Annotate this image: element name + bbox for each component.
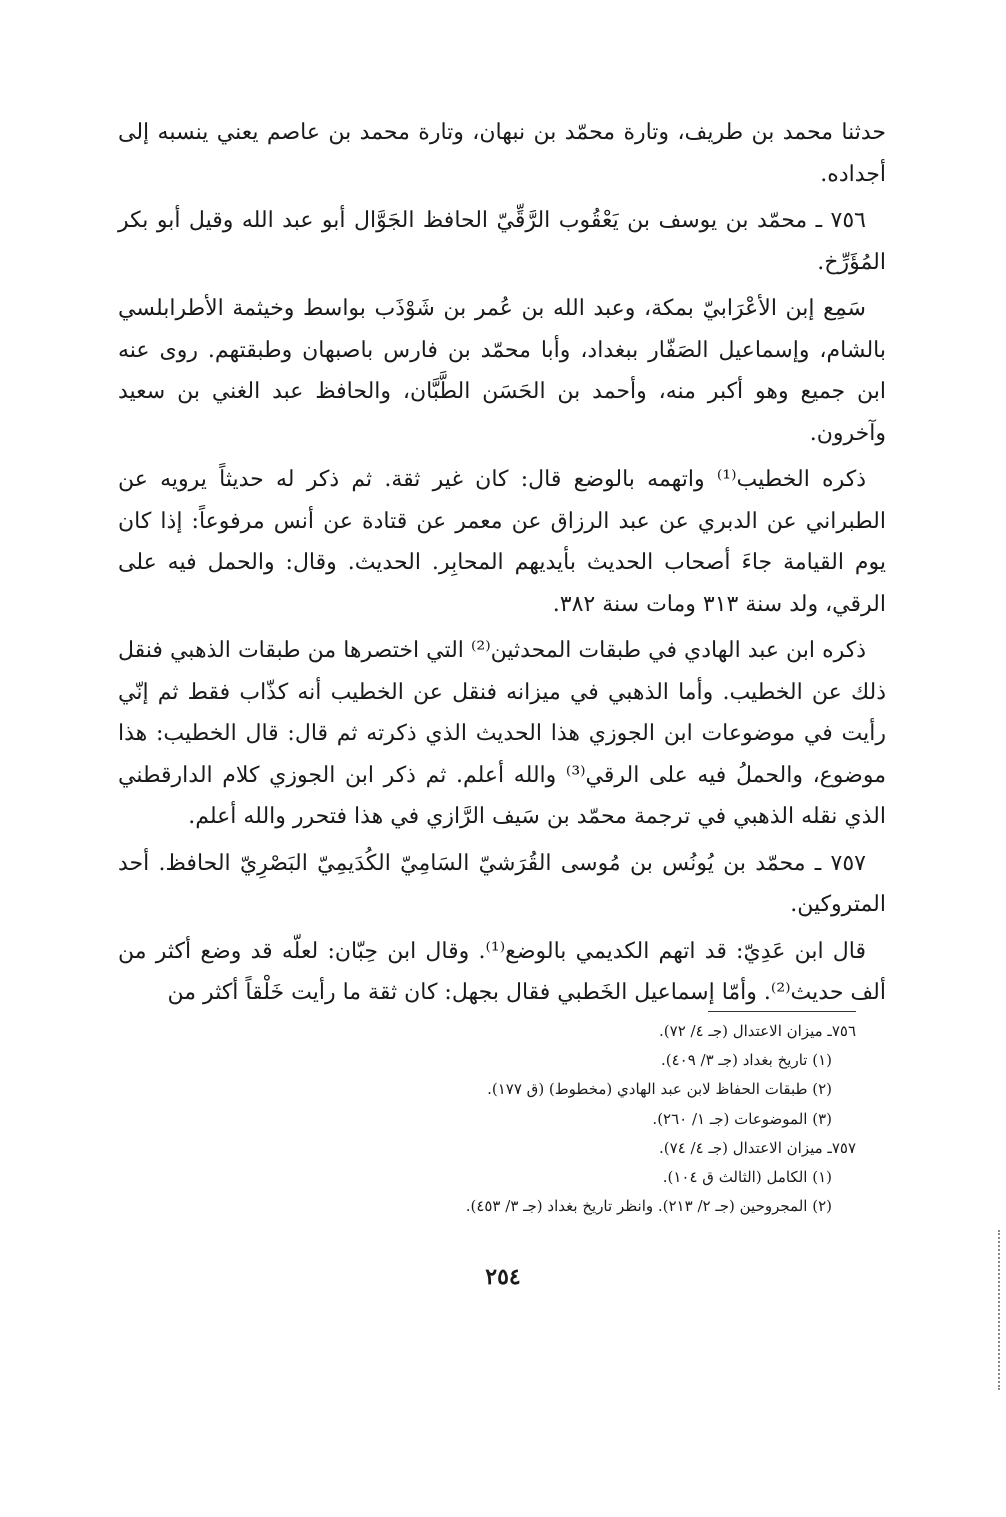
footnote-756-1: (١) تاريخ بغداد (جـ ٣/ ٤٠٩). [660,1051,832,1070]
entry-756-khatib: ذكره الخطيب⁽¹⁾ واتهمه بالوضع قال: كان غير ثقة. ثم ذكر له حديثاً يرويه عن الطبراني عن الدبري عن عبد الرزاق عن معمر عن قتادة عن أنس مرفوعاً: إذا كان يوم القيامة جاءَ أصحاب الحديث بأيديهم المحابِر. الحديث. وقال: والحمل فيه على الرقي، ولد سنة ٣١٣ ومات سنة ٣٨٢. [118,467,886,617]
footnote-757-1: (١) الكامل (الثالث ق ١٠٤). [662,1168,832,1187]
footnote-756-3: (٣) الموضوعات (جـ ١/ ٢٦٠). [652,1109,832,1128]
footnote-entry-756: ٧٥٦ـ ميزان الاعتدال (جـ ٤/ ٧٢). [659,1022,856,1040]
entry-757-ibn-adi: قال ابن عَدِيّ: قد اتهم الكديمي بالوضع⁽¹⁾. وقال ابن حِبّان: لعلّه قد وضع أكثر من ألف حديث⁽²⁾. وأمّا إسماعيل الخَطبي فقال بجهل: كان ثقة ما رأيت خَلْقاً أكثر من [118,938,886,1005]
footnote-757-2: (٢) المجروحين (جـ ٢/ ٢١٣). وانظر تاريخ بغداد (جـ ٣/ ٤٥٣). [465,1197,832,1216]
paragraph-continuation: حدثنا محمد بن طريف، وتارة محمّد بن نبهان، وتارة محمد بن عاصم يعني ينسبه إلى أجداده. [118,120,886,187]
scan-edge-marks [995,1230,1000,1390]
footnotes [300,1017,856,1221]
footnote-entry-757: ٧٥٧ـ ميزان الاعتدال (جـ ٤/ ٧٤). [659,1138,856,1157]
main-text [118,112,886,1019]
entry-756-heading: ٧٥٦ ـ محمّد بن يوسف بن يَعْقُوب الرَّقِّيّ الحافظ الجَوَّال أبو عبد الله وقيل أبو بكر المُؤَرِّخ. [118,208,886,275]
footnote-separator [708,1011,856,1012]
entry-756-teachers: سَمِع إبن الأعْرَابيّ بمكة، وعبد الله بن عُمر بن شَوْذَب بواسط وخيثمة الأطرابلسي بالشام، وإسماعيل الصَفّار ببغداد، وأبا محمّد بن فارس باصبهان وطبقتهم. روى عنه ابن جميع وهو أكبر منه، وأحمد بن الحَسَن الطَّبَّان، والحافظ عبد الغني بن سعيد وآخرون. [118,296,886,446]
page-number: ٢٥٤ [485,1264,521,1290]
entry-757-heading: ٧٥٧ ـ محمّد بن يُونُس بن مُوسى القُرَشيّ السَامِيّ الكُدَيمِيّ البَصْرِيّ الحافظ. أحد المتروكين. [118,850,886,917]
entry-756-ibn-abd-al-hadi: ذكره ابن عبد الهادي في طبقات المحدثين⁽²⁾ التي اختصرها من طبقات الذهبي فنقل ذلك عن الخطيب. وأما الذهبي في ميزانه فنقل عن الخطيب أنه كذّاب فقط ثم إنّي رأيت في موضوعات ابن الجوزي هذا الحديث الذي ذكرته ثم قال: قال الخطيب: هذا موضوع، والحملُ فيه على الرقي⁽³⁾ والله أعلم. ثم ذكر ابن الجوزي كلام الدارقطني الذي نقله الذهبي في ترجمة محمّد بن سَيف الرَّازي في هذا فتحرر والله أعلم. [118,638,887,829]
footnote-756-2: (٢) طبقات الحفاظ لابن عبد الهادي (مخطوط) (ق ١٧٧). [487,1080,832,1099]
